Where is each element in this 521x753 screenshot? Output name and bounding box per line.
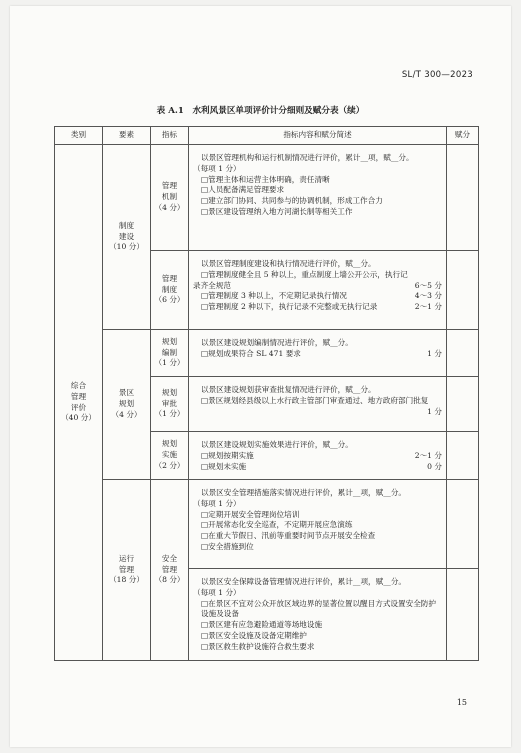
col-header-content: 指标内容和赋分简述: [189, 127, 447, 145]
indicator-cell-mgmt-sys: 管理 制度 （6 分）: [151, 251, 189, 330]
score-cell: [447, 251, 479, 330]
score-cell: [447, 145, 479, 251]
header-row: [55, 127, 479, 145]
content-cell-safety-facilities: 以景区安全保障设备管理情况进行评价，累计__项，赋__分。 （每项 1 分） □在景区不宜对公众开放区域边界的显著位置以醒目方式设置安全防护设施及设备 □景区建有应急避险通道等场地设施 □景区安全设施及设备定期维护 □景区救生救护设施符合救生要求: [189, 569, 447, 661]
table-row: [55, 480, 479, 569]
indicator-cell-plan-approval: 规划 审批 （1 分）: [151, 377, 189, 432]
content-cell-mgmt-mech: 以景区管理机构和运行机制情况进行评价，累计__项，赋__分。 （每项 1 分） □管理主体和运营主体明确，责任清晰 □人员配备满足管理要求 □建立部门协同、共同参与的协调机制，形成工作合力 □景区建设管理纳入地方河湖长制等相关工作: [189, 145, 447, 251]
content-cell-safety-measures: 以景区安全管理措施落实情况进行评价，累计__项，赋__分。 （每项 1 分） □定期开展安全管理岗位培训 □开展常态化安全巡查，不定期开展应急演练 □在重大节假日、汛前等重要时间节点开展安全检查 □安全措施到位: [189, 480, 447, 569]
score-cell: [447, 569, 479, 661]
score-cell: [447, 432, 479, 480]
table-row: [55, 330, 479, 377]
document-page: [10, 6, 511, 747]
score-cell: [447, 330, 479, 377]
indicator-cell-plan-impl: 规划 实施 （2 分）: [151, 432, 189, 480]
standard-number: SL/T 300—2023: [401, 70, 473, 80]
indicator-cell-plan-prep: 规划 编制 （1 分）: [151, 330, 189, 377]
table-row: [55, 145, 479, 251]
col-header-category: 类别: [55, 127, 103, 145]
col-header-score: 赋分: [447, 127, 479, 145]
content-cell-plan-impl: 以景区建设规划实施效果进行评价，赋__分。 □规划按期实施 2～1 分 □规划未实施 0 分: [189, 432, 447, 480]
score-cell: [447, 377, 479, 432]
col-header-element: 要素: [103, 127, 151, 145]
content-cell-mgmt-sys: 以景区管理制度建设和执行情况进行评价，赋__分。 □管理制度健全且 5 种以上，重点制度上墙公开公示，执行记 录齐全规范 6～5 分 □管理制度 3 种以上，不定期记录执行情况 4～3 分 □管理制度 2 种以下，执行记录不完整或无执行记录 2～1 分: [189, 251, 447, 330]
table-title: 表 A.1 水利风景区单项评价计分细则及赋分表（续）: [156, 106, 365, 116]
scoring-table: [54, 126, 479, 661]
element-cell-operation: 运行 管理 （18 分）: [103, 480, 151, 661]
score-cell: [447, 480, 479, 569]
indicator-cell-mgmt-mech: 管理 机制 （4 分）: [151, 145, 189, 251]
element-cell-planning: 景区 规划 （4 分）: [103, 330, 151, 480]
page-number: 15: [456, 698, 467, 707]
content-cell-plan-prep: 以景区建设规划编制情况进行评价，赋__分。 □规划成果符合 SL 471 要求 1 分: [189, 330, 447, 377]
content-cell-plan-approval: 以景区建设规划获审查批复情况进行评价，赋__分。 □景区规划经县级以上水行政主管部门审查通过、地方政府部门批复 1 分: [189, 377, 447, 432]
category-cell: 综合 管理 评价 （40 分）: [55, 145, 103, 661]
col-header-indicator: 指标: [151, 127, 189, 145]
element-cell-system: 制度 建设 （10 分）: [103, 145, 151, 330]
indicator-cell-safety: 安全 管理 （8 分）: [151, 480, 189, 661]
